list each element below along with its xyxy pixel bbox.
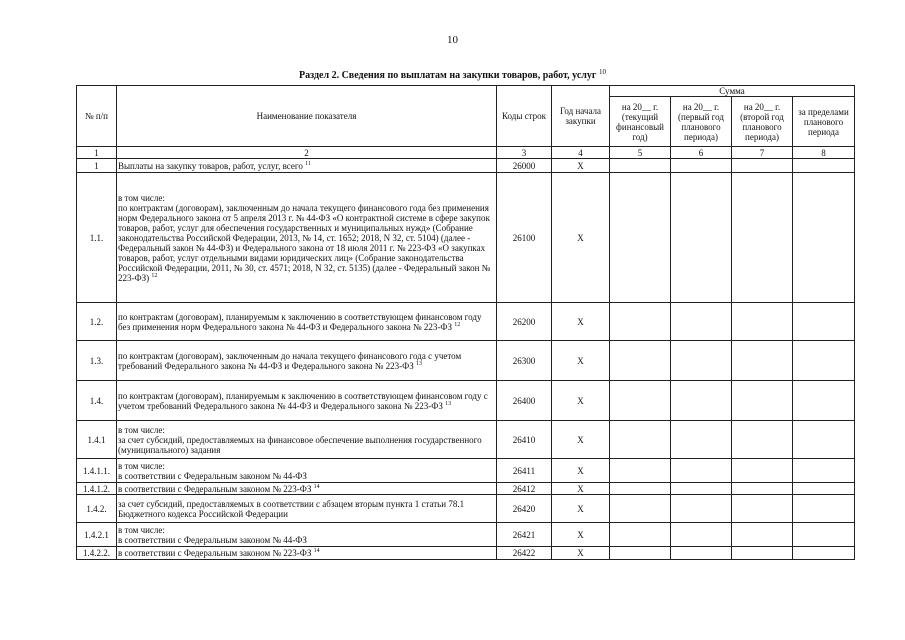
col-number: 7 [732,147,793,159]
sum-cell [793,303,855,341]
sum-cell [732,341,793,381]
row-name [117,159,497,173]
row-year: X [552,483,610,495]
row-name-text: Выплаты на закупку товаров, работ, услуг, всего [118,160,303,171]
col-number: 2 [117,147,497,159]
section-title-text: Раздел 2. Сведения по выплатам на закупки товаров, работ, услуг [299,70,597,81]
row-name [117,459,497,483]
table-row [77,159,855,173]
row-year: X [552,459,610,483]
row-name-text: в том числе: за счет субсидий, предоставляемых на финансовое обеспечение выполнения государственного (муниципального) задания [118,424,482,455]
sum-cell [671,341,732,381]
row-name [117,523,497,547]
row-footnote: 12 [454,321,461,328]
sum-cell [793,483,855,495]
row-number: 1.4.2.1 [77,523,117,547]
table-row [77,303,855,341]
sum-cell [793,421,855,459]
row-name-text: в том числе: в соответствии с Федеральным законом № 44-ФЗ [118,460,307,481]
sum-cell [732,159,793,173]
header-row-top [77,86,855,97]
table-row [77,173,855,303]
sum-cell [671,523,732,547]
sum-cell [793,459,855,483]
header-num: № п/п [77,86,117,147]
sum-cell [793,523,855,547]
sum-cell [793,381,855,421]
sum-cell [793,173,855,303]
row-number: 1.4.1.2. [77,483,117,495]
row-name-text: по контрактам (договорам), заключенным до начала текущего финансового года с учетом требований Федерального закона № 44-ФЗ и Федерального закона № 223-ФЗ [118,350,462,371]
purchases-table [76,85,855,560]
row-number: 1.4.2. [77,495,117,523]
col-number: 5 [610,147,671,159]
row-year: X [552,523,610,547]
sum-cell [610,381,671,421]
row-number: 1.2. [77,303,117,341]
row-code: 26100 [497,173,552,303]
row-code: 26000 [497,159,552,173]
row-number: 1.1. [77,173,117,303]
sum-cell [732,381,793,421]
row-number: 1.4.1.1. [77,459,117,483]
row-number: 1.4.1 [77,421,117,459]
header-sum-beyond: за пределами планового периода [793,97,855,147]
row-name [117,495,497,523]
row-name [117,381,497,421]
row-number: 1.4.2.2. [77,547,117,560]
col-number: 3 [497,147,552,159]
sum-cell [671,303,732,341]
header-sum-plan2: на 20__ г. (второй год планового периода) [732,97,793,147]
header-name: Наименование показателя [117,86,497,147]
row-name-text: по контрактам (договорам), планируемым к заключению в соответствующем финансовом году с учетом требований Федерального закона № 44-ФЗ и Федерального закона № 223-ФЗ [118,390,488,411]
row-footnote: 11 [305,160,311,167]
row-year: X [552,381,610,421]
sum-cell [671,421,732,459]
row-name-text: за счет субсидий, предоставляемых в соответствии с абзацем вторым пункта 1 статьи 78.1 Бюджетного кодекса Российской Федерации [118,498,465,519]
sum-cell [610,303,671,341]
sum-cell [671,173,732,303]
row-code: 26412 [497,483,552,495]
header-code: Коды строк [497,86,552,147]
sum-cell [610,341,671,381]
row-name [117,547,497,560]
column-number-row [77,147,855,159]
sum-cell [671,459,732,483]
row-name [117,341,497,381]
sum-cell [671,381,732,421]
header-sum-current: на 20__ г. (текущий финансовый год) [610,97,671,147]
row-code: 26421 [497,523,552,547]
row-number: 1.4. [77,381,117,421]
row-name-text: в соответствии с Федеральным законом № 223-ФЗ [118,548,312,558]
row-footnote: 13 [445,400,452,407]
row-footnote: 14 [313,548,320,554]
row-year: X [552,341,610,381]
row-name [117,421,497,459]
row-code: 26200 [497,303,552,341]
col-number: 8 [793,147,855,159]
row-year: X [552,173,610,303]
sum-cell [671,547,732,560]
row-name [117,303,497,341]
sum-cell [732,173,793,303]
row-code: 26300 [497,341,552,381]
table-row [77,459,855,483]
sum-cell [732,303,793,341]
row-name-text: в соответствии с Федеральным законом № 223-ФЗ [118,483,312,494]
sum-cell [732,459,793,483]
sum-cell [610,173,671,303]
table-row [77,483,855,495]
sum-cell [793,547,855,560]
sum-cell [793,159,855,173]
row-code: 26410 [497,421,552,459]
sum-cell [610,483,671,495]
sum-cell [671,495,732,523]
table-row [77,523,855,547]
row-name-text: в том числе: по контрактам (договорам), заключенным до начала текущего финансового года без применения норм Федерального закона от 5 апреля 2013 г. № 44-ФЗ «О контрактной системе в сфере закупок товаров, работ, услуг для обеспечения государственных и муниципальных нужд» (Собрание законодательства Российской Федерации, 2013, № 14, ст. 1652; 2018, N 32, ст. 5104) (далее - Федеральный закон № 44-ФЗ) и Федерального закона от 18 июля 2011 г. № 223-ФЗ «О закупках товаров, работ, услуг отдельными видами юридических лиц» (Собрание законодательства Российской Федерации, 2011, № 30, ст. 4571; 2018, N 32, ст. 5135) (далее - Федеральный закон № 223-ФЗ) [118,192,491,283]
header-year: Год начала закупки [552,86,610,147]
row-code: 26411 [497,459,552,483]
row-year: X [552,159,610,173]
sum-cell [610,421,671,459]
sum-cell [610,547,671,560]
table-row [77,495,855,523]
page-number: 10 [447,34,458,46]
sum-cell [671,483,732,495]
row-year: X [552,547,610,560]
row-number: 1 [77,159,117,173]
col-number: 6 [671,147,732,159]
section-title [0,70,905,81]
table-row [77,547,855,560]
row-year: X [552,495,610,523]
row-code: 26420 [497,495,552,523]
header-sum-plan1: на 20__ г. (первый год планового периода) [671,97,732,147]
row-footnote: 13 [416,360,422,367]
sum-cell [610,495,671,523]
sum-cell [732,483,793,495]
sum-cell [610,459,671,483]
sum-cell [793,341,855,381]
sum-cell [610,523,671,547]
sum-cell [793,495,855,523]
row-footnote: 12 [151,272,158,279]
row-name-text: по контрактам (договорам), планируемым к заключению в соответствующем финансовом году без применения норм Федерального закона № 44-ФЗ и Федерального закона № 223-ФЗ [118,311,482,332]
title-footnote: 10 [598,68,606,76]
header-sum: Сумма [610,86,855,97]
row-name-text: в том числе: в соответствии с Федеральным законом № 44-ФЗ [118,524,307,545]
sum-cell [732,523,793,547]
sum-cell [610,159,671,173]
row-code: 26422 [497,547,552,560]
row-footnote: 14 [313,483,320,490]
row-year: X [552,303,610,341]
table-row [77,341,855,381]
col-number: 4 [552,147,610,159]
row-name [117,483,497,495]
table-row [77,421,855,459]
row-code: 26400 [497,381,552,421]
sum-cell [671,159,732,173]
row-year: X [552,421,610,459]
col-number: 1 [77,147,117,159]
row-number: 1.3. [77,341,117,381]
sum-cell [732,495,793,523]
table-row [77,381,855,421]
row-name [117,173,497,303]
sum-cell [732,547,793,560]
sum-cell [732,421,793,459]
